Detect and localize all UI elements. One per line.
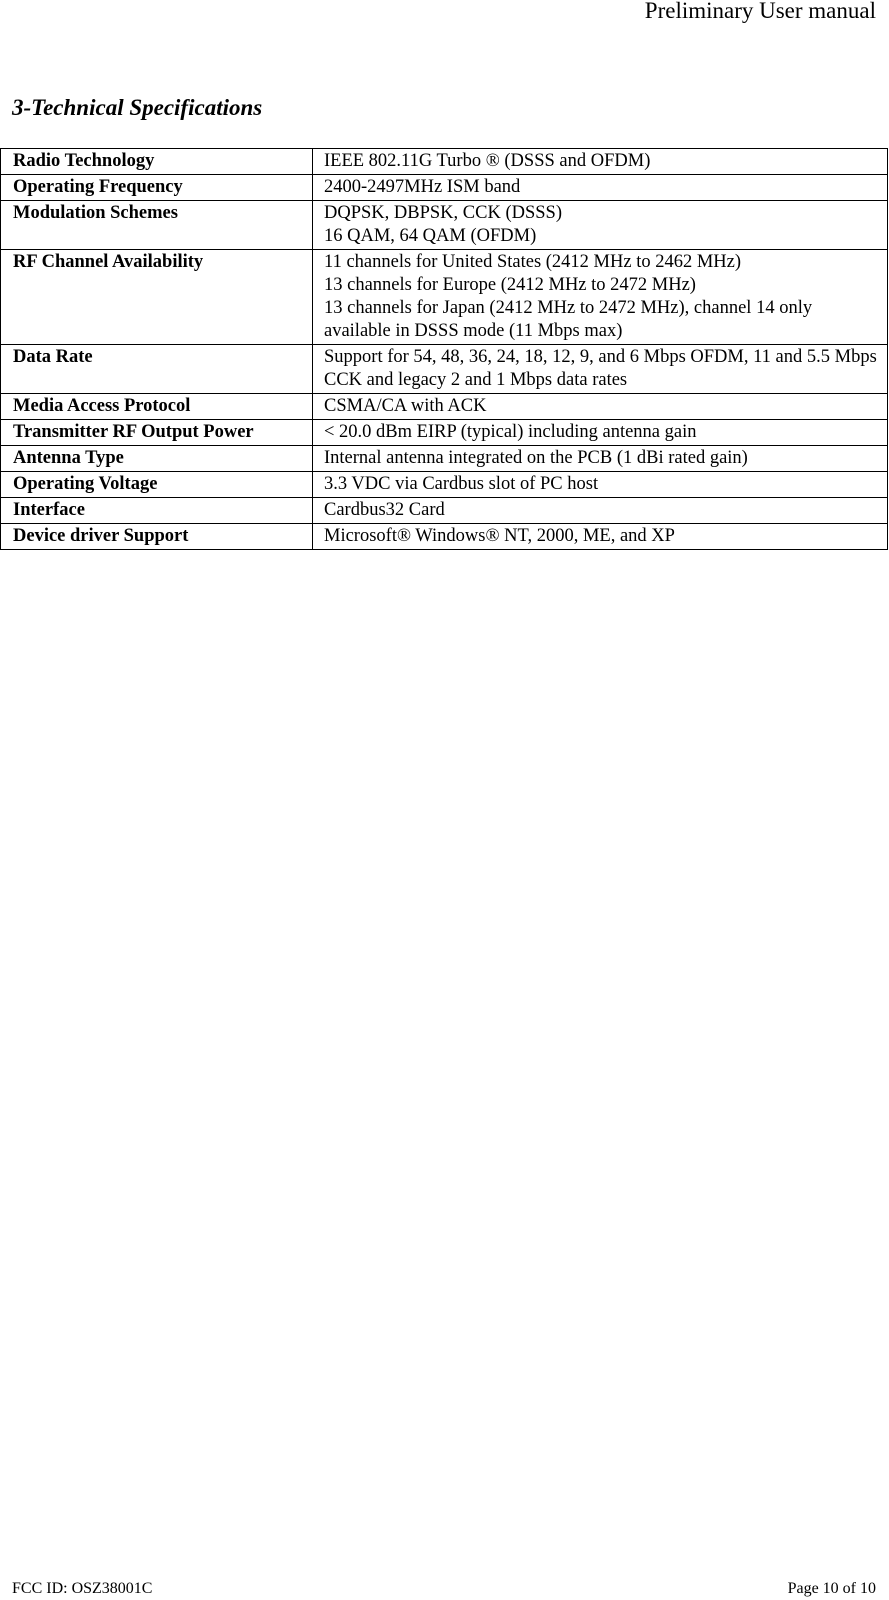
spec-value-line: DQPSK, DBPSK, CCK (DSSS) xyxy=(324,203,563,223)
table-row xyxy=(1,394,888,420)
table-row xyxy=(1,201,888,250)
table-row xyxy=(1,446,888,472)
spec-table xyxy=(0,148,888,550)
spec-value xyxy=(313,446,888,472)
spec-label: Media Access Protocol xyxy=(1,394,313,420)
spec-value-line: < 20.0 dBm EIRP (typical) including antenna gain xyxy=(324,422,697,442)
spec-value xyxy=(313,149,888,175)
spec-value xyxy=(313,345,888,394)
spec-value xyxy=(313,472,888,498)
spec-value-line: 3.3 VDC via Cardbus slot of PC host xyxy=(324,474,599,494)
section-heading: 3-Technical Specifications xyxy=(12,95,263,120)
spec-value-line: Internal antenna integrated on the PCB (1 dBi rated gain) xyxy=(324,448,748,468)
table-row xyxy=(1,149,888,175)
spec-value-line: 2400-2497MHz ISM band xyxy=(324,177,521,197)
spec-label: Transmitter RF Output Power xyxy=(1,420,313,446)
spec-value xyxy=(313,420,888,446)
footer-fcc-id: FCC ID: OSZ38001C xyxy=(12,1580,153,1597)
spec-value xyxy=(313,250,888,345)
page-header-title: Preliminary User manual xyxy=(644,0,876,23)
table-row xyxy=(1,524,888,550)
spec-value-line: Support for 54, 48, 36, 24, 18, 12, 9, and 6 Mbps OFDM, 11 and 5.5 Mbps CCK and legacy 2 and 1 Mbps data rates xyxy=(324,347,877,390)
table-row xyxy=(1,420,888,446)
spec-value xyxy=(313,524,888,550)
footer-page-number: Page 10 of 10 xyxy=(787,1580,876,1597)
table-row xyxy=(1,472,888,498)
table-row xyxy=(1,175,888,201)
spec-value xyxy=(313,175,888,201)
spec-label: Radio Technology xyxy=(1,149,313,175)
spec-label: Device driver Support xyxy=(1,524,313,550)
spec-label: Interface xyxy=(1,498,313,524)
table-row xyxy=(1,250,888,345)
spec-value xyxy=(313,394,888,420)
spec-value-line: Cardbus32 Card xyxy=(324,500,445,520)
spec-value-line: 13 channels for Europe (2412 MHz to 2472 MHz) xyxy=(324,275,696,295)
spec-label: Data Rate xyxy=(1,345,313,394)
spec-value-line: 16 QAM, 64 QAM (OFDM) xyxy=(324,226,537,246)
spec-value-line: IEEE 802.11G Turbo ® (DSSS and OFDM) xyxy=(324,151,651,171)
spec-label: RF Channel Availability xyxy=(1,250,313,345)
spec-value-line: CSMA/CA with ACK xyxy=(324,396,487,416)
spec-value xyxy=(313,201,888,250)
spec-label: Operating Voltage xyxy=(1,472,313,498)
spec-label: Antenna Type xyxy=(1,446,313,472)
spec-label: Modulation Schemes xyxy=(1,201,313,250)
spec-value xyxy=(313,498,888,524)
spec-value-line: 11 channels for United States (2412 MHz to 2462 MHz) xyxy=(324,252,742,272)
spec-value-line: 13 channels for Japan (2412 MHz to 2472 MHz), channel 14 only available in DSSS mode (11 Mbps max) xyxy=(324,298,813,341)
table-row xyxy=(1,498,888,524)
spec-label: Operating Frequency xyxy=(1,175,313,201)
table-row xyxy=(1,345,888,394)
spec-value-line: Microsoft® Windows® NT, 2000, ME, and XP xyxy=(324,526,675,546)
